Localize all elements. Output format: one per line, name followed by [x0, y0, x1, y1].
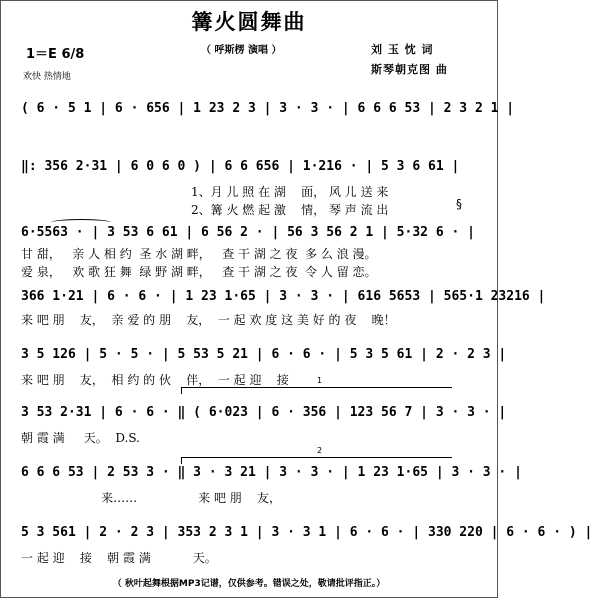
volta-bracket-1: 1 [181, 387, 452, 394]
lyric-line-2a: 1、月 儿 照 在 湖 面， 风 儿 送 来 [191, 185, 389, 199]
lyric-line-6: 朝 霞 满 天。 D.S. [21, 431, 140, 445]
lyric-line-5: 来 吧 朋 友， 相 约 的 伙 伴， 一 起 迎 接 [21, 373, 289, 387]
score-line-4: 366 1·21 | 6 · 6 · | 1 23 1·65 | 3 · 3 · | 616 5653 | 565·1 23216 | [21, 289, 546, 304]
score-line-6: 3 53 2·31 | 6 · 6 · ‖ ( 6·023 | 6 · 356 | 123 56 7 | 3 · 3 · | [21, 405, 507, 420]
song-title: 篝火圆舞曲 [191, 9, 307, 34]
lyric-line-3b: 爱 泉， 欢 歌 狂 舞 绿 野 湖 畔， 查 干 湖 之 夜 令 人 留 恋。 [21, 265, 377, 279]
score-line-1: ( 6 · 5 1 | 6 · 656 | 1 23 2 3 | 3 · 3 · | 6 6 6 53 | 2 3 2 1 | [21, 101, 515, 116]
composer-credit: 斯琴朝克图 曲 [371, 63, 448, 76]
key-signature: 1＝E 6/8 [26, 47, 85, 62]
lyricist-credit: 刘 玉 忱 词 [371, 43, 434, 56]
lyric-line-4: 来 吧 朋 友， 亲 爱 的 朋 友， 一 起 欢 度 这 美 好 的 夜 晚！ [21, 313, 396, 327]
score-line-3: 6·5563 · | 3 53 6 61 | 6 56 2 · | 56 3 56 2 1 | 5·32 6 · | [21, 225, 475, 240]
lyric-line-8: 一 起 迎 接 朝 霞 满 天。 [21, 551, 217, 565]
segno-sign: § [456, 197, 462, 211]
volta-bracket-2: 2 [181, 457, 452, 464]
lyric-line-2b: 2、篝 火 燃 起 激 情， 琴 声 流 出 [191, 203, 389, 217]
footnote: （ 秋叶起舞根据MP3记谱，仅供参考。错误之处，敬请批评指正。） [112, 579, 386, 589]
lyric-line-3a: 甘 甜， 亲 人 相 约 圣 水 湖 畔， 查 干 湖 之 夜 多 么 浪 漫。 [21, 247, 377, 261]
singer-credit: （ 呼斯楞 演唱 ） [201, 45, 282, 56]
lyric-line-7: 来…… 来 吧 朋 友， [21, 491, 282, 505]
score-line-2: ‖: 356 2·31 | 6 0 6 0 ) | 6 6 656 | 1·216 · | 5 3 6 61 | [21, 159, 460, 174]
score-line-5: 3 5 126 | 5 · 5 · | 5 53 5 21 | 6 · 6 · | 5 3 5 61 | 2 · 2 3 | [21, 347, 507, 362]
score-line-8: 5 3 561 | 2 · 2 3 | 353 2 3 1 | 3 · 3 1 | 6 · 6 · | 330 220 | 6 · 6 · ) | [21, 525, 592, 540]
tempo-marking: 欢快 热情地 [23, 72, 71, 82]
score-line-7: 6 6 6 53 | 2 53 3 · ‖ 3 · 3 21 | 3 · 3 · | 1 23 1·65 | 3 · 3 · | [21, 465, 522, 480]
